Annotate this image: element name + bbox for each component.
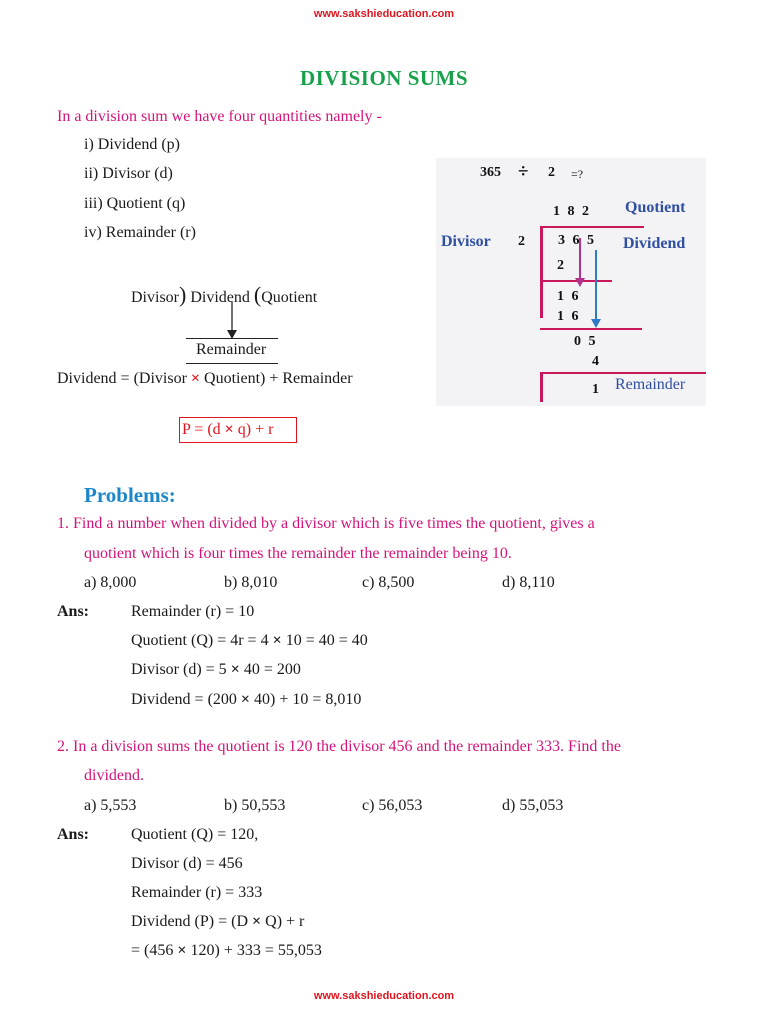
step-text: Dividend = (200	[131, 691, 241, 708]
schema-divider-bottom	[186, 363, 278, 364]
diagram-remainder-label: Remainder	[615, 376, 686, 393]
step-text: 40) + 10 = 8,010	[250, 691, 362, 708]
diagram-step-3: 1 6	[557, 309, 581, 324]
site-url-top[interactable]: www.sakshieducation.com	[313, 8, 455, 20]
quantity-item-divisor: ii) Divisor (d)	[84, 165, 173, 182]
problem-1-step-4	[131, 691, 361, 709]
formula-box-right: q) + r	[233, 421, 274, 438]
problem-1-line-2: quotient which is four times the remainder the remainder being 10.	[84, 545, 512, 562]
step-text: Divisor (d) = 5	[131, 661, 231, 678]
problem-1-option-b: b) 8,010	[224, 574, 278, 591]
step-text: 120) + 333 = 55,053	[186, 942, 322, 959]
problem-1-option-a: a) 8,000	[84, 574, 137, 591]
formula-right: Quotient) + Remainder	[200, 370, 353, 387]
page-title: DIVISION SUMS	[299, 66, 469, 90]
step-text: Divisor (d) = 456	[131, 855, 243, 872]
step-text: 40 = 200	[239, 661, 301, 678]
diagram-question-number: 365	[480, 165, 501, 180]
quantity-item-remainder: iv) Remainder (r)	[84, 224, 196, 241]
problem-2-option-b: b) 50,553	[224, 797, 286, 814]
site-url-bottom[interactable]: www.sakshieducation.com	[313, 990, 455, 1002]
diagram-step-4: 0 5	[574, 334, 598, 349]
problem-1-ans-label: Ans:	[57, 603, 90, 620]
step-text: Remainder (r) = 333	[131, 884, 263, 901]
diagram-divisor-label: Divisor	[441, 233, 491, 250]
times-icon: ×	[240, 691, 251, 708]
divide-icon: ÷	[518, 161, 529, 182]
diagram-step-5: 4	[592, 354, 599, 369]
problem-1-step-3	[131, 661, 301, 679]
problem-2-option-d: d) 55,053	[502, 797, 564, 814]
diagram-dividend-digits: 3 6 5	[558, 233, 596, 248]
step-text: Quotient (Q) = 4r = 4	[131, 632, 273, 649]
times-icon: ×	[230, 661, 240, 678]
times-icon: ×	[224, 421, 234, 438]
dividend-formula	[57, 370, 353, 388]
diagram-divisor-value: 2	[518, 234, 525, 249]
times-icon: ×	[177, 942, 187, 959]
diagram-quotient-label: Quotient	[625, 199, 686, 216]
step-text: 10 = 40 = 40	[281, 632, 368, 649]
diagram-step-1: 2	[557, 258, 564, 273]
schema-close-paren: )	[179, 282, 187, 307]
times-icon: ×	[190, 370, 201, 387]
intro-text: In a division sum we have four quantities namely -	[57, 108, 382, 125]
step-text: Dividend (P) = (D	[131, 913, 253, 930]
diagram-quotient-digits: 1 8 2	[553, 204, 591, 219]
problem-2-line-2: dividend.	[84, 767, 144, 784]
problem-2-ans-label: Ans:	[57, 826, 90, 843]
problem-1-line-1: 1. Find a number when divided by a divisor which is five times the quotient, gives a	[57, 515, 595, 532]
diagram-dividend-label: Dividend	[623, 235, 686, 252]
long-division-diagram	[436, 158, 706, 406]
schema-open-paren: (	[253, 282, 262, 307]
formula-box-left: P = (d	[182, 421, 225, 438]
problem-2-line-1: 2. In a division sums the quotient is 120 the divisor 456 and the remainder 333. Find the	[57, 738, 621, 755]
schema-divider-top	[186, 338, 278, 339]
step-text: Q) + r	[261, 913, 305, 930]
quantity-item-dividend: i) Dividend (p)	[84, 136, 180, 153]
problem-2-step-2	[131, 855, 243, 873]
formula-left: Dividend = (Divisor	[57, 370, 191, 387]
schema-divisor: Divisor	[131, 289, 179, 306]
times-icon: ×	[272, 632, 282, 649]
quantity-item-quotient: iii) Quotient (q)	[84, 195, 186, 212]
problem-2-step-1	[131, 826, 258, 844]
step-text: Quotient (Q) = 120,	[131, 826, 259, 843]
formula-box	[179, 417, 297, 443]
problem-2-option-a: a) 5,553	[84, 797, 137, 814]
problem-2-step-4	[131, 913, 304, 931]
schema-remainder: Remainder	[196, 341, 267, 358]
problem-2-option-c: c) 56,053	[362, 797, 423, 814]
problem-2-step-3	[131, 884, 262, 902]
times-icon: ×	[252, 913, 262, 930]
schema-quotient: Quotient	[261, 289, 318, 306]
problem-1-step-2	[131, 632, 368, 650]
diagram-remainder-value: 1	[592, 382, 599, 397]
problem-1-option-c: c) 8,500	[362, 574, 415, 591]
bring-down-arrows-icon	[436, 158, 706, 406]
diagram-question-divisor: 2	[548, 165, 555, 180]
schema-dividend: Dividend	[190, 289, 250, 306]
problem-2-step-5	[131, 942, 322, 960]
problem-1-step-1	[131, 603, 254, 621]
problem-1-option-d: d) 8,110	[502, 574, 555, 591]
problems-heading: Problems:	[84, 483, 176, 507]
schema-arrow-icon	[222, 302, 242, 340]
step-text: = (456	[131, 942, 178, 959]
diagram-step-2: 1 6	[557, 289, 581, 304]
step-text: Remainder (r) = 10	[131, 603, 255, 620]
diagram-question-equals: =?	[571, 167, 584, 181]
